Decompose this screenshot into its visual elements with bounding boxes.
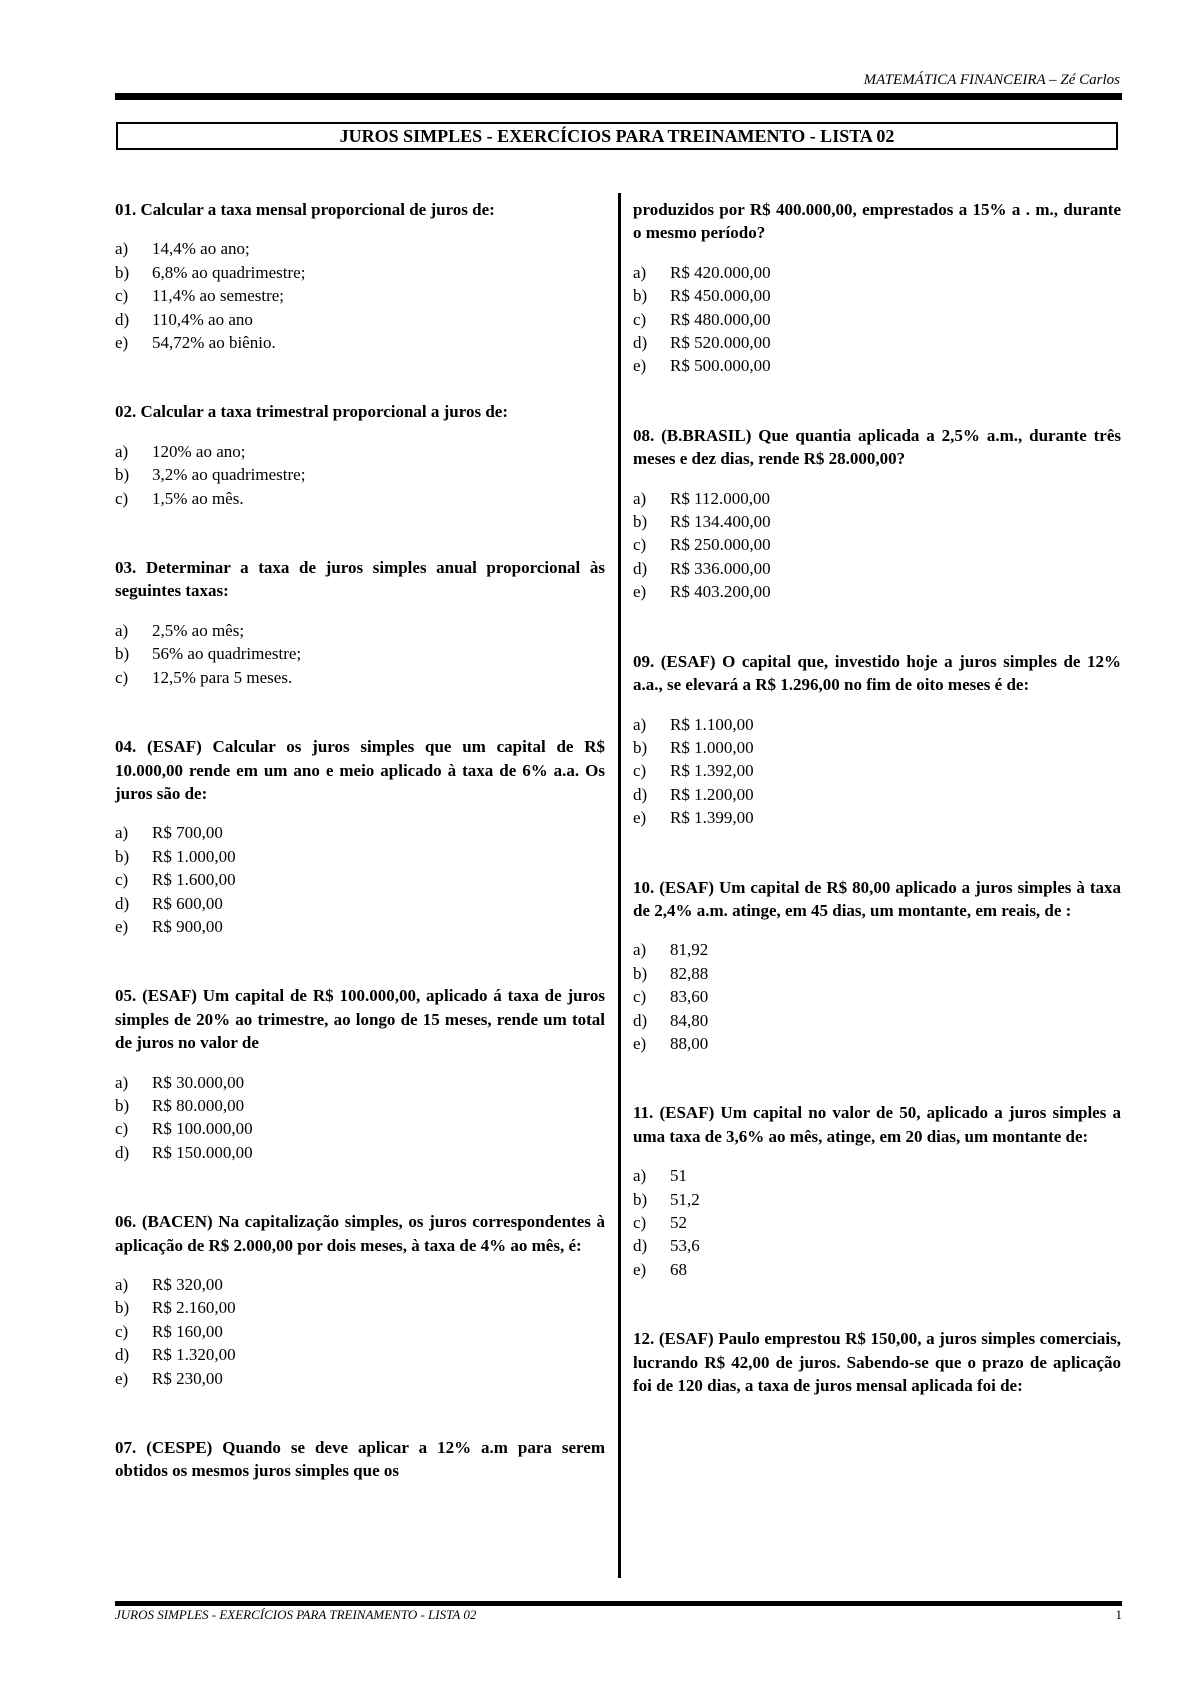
option-letter: e)	[633, 1033, 647, 1053]
option-text: 3,2% ao quadrimestre;	[152, 465, 306, 485]
option-text: R$ 2.160,00	[152, 1298, 236, 1318]
option-text: 53,6	[670, 1236, 700, 1256]
question	[115, 1210, 605, 1390]
option-text: 84,80	[670, 1010, 709, 1030]
option-text: R$ 1.392,00	[670, 761, 754, 781]
option-text: 54,72% ao biênio.	[152, 333, 276, 353]
option-text: 6,8% ao quadrimestre;	[152, 262, 306, 282]
option-text: R$ 700,00	[152, 823, 223, 843]
answer-option	[115, 1296, 605, 1319]
option-text: 52	[670, 1213, 687, 1232]
column-divider	[618, 193, 621, 1578]
document-title: JUROS SIMPLES - EXERCÍCIOS PARA TREINAMENTO - LISTA 02	[116, 122, 1118, 150]
option-letter: d)	[633, 558, 648, 578]
option-text: 68	[670, 1259, 687, 1279]
answer-option	[633, 1188, 1121, 1211]
answer-options	[115, 237, 605, 354]
option-letter: c)	[115, 488, 129, 508]
question-stem: 10. (ESAF) Um capital de R$ 80,00 aplicado a juros simples à taxa de 2,4% a.m. atinge, em 45 dias, um montante, em reais, de :	[633, 877, 1121, 920]
option-text: R$ 336.000,00	[670, 558, 771, 578]
option-letter: b)	[115, 1095, 130, 1115]
right-column	[633, 198, 1121, 1443]
option-text: 51,2	[670, 1189, 700, 1209]
answer-option	[633, 1258, 1121, 1281]
option-letter: b)	[633, 286, 648, 306]
option-text: R$ 1.320,00	[152, 1345, 236, 1365]
footer-rule	[115, 1601, 1122, 1606]
option-text: R$ 112.000,00	[670, 488, 770, 508]
question	[633, 1101, 1121, 1281]
option-text: R$ 450.000,00	[670, 286, 771, 306]
option-text: R$ 1.600,00	[152, 870, 236, 890]
option-letter: a)	[633, 714, 647, 734]
option-letter: d)	[115, 309, 130, 329]
answer-option	[115, 1117, 605, 1140]
option-text: 88,00	[670, 1033, 709, 1053]
option-text: R$ 900,00	[152, 916, 223, 936]
answer-option	[633, 985, 1121, 1008]
question-stem: produzidos por R$ 400.000,00, emprestados a 15% a . m., durante o mesmo período?	[633, 200, 1121, 243]
option-text: R$ 600,00	[152, 893, 223, 913]
option-text: R$ 80.000,00	[152, 1095, 245, 1115]
option-text: R$ 420.000,00	[670, 262, 771, 282]
option-text: R$ 500.000,00	[670, 356, 771, 376]
option-letter: d)	[115, 1142, 130, 1162]
answer-option	[115, 868, 605, 891]
answer-option	[115, 1343, 605, 1366]
option-letter: c)	[115, 870, 129, 890]
option-letter: c)	[115, 667, 129, 687]
question-stem: 06. (BACEN) Na capitalização simples, os juros correspondentes à aplicação de R$ 2.000,00 por dois meses, à taxa de 4% ao mês, é:	[115, 1212, 605, 1255]
answer-option	[633, 759, 1121, 782]
answer-option	[633, 1009, 1121, 1032]
answer-option	[115, 1273, 605, 1296]
option-letter: e)	[633, 356, 647, 376]
answer-option	[633, 1234, 1121, 1257]
option-letter: d)	[115, 893, 130, 913]
option-text: R$ 1.000,00	[152, 846, 236, 866]
option-letter: c)	[633, 987, 647, 1007]
answer-options	[115, 440, 605, 510]
answer-option	[633, 1211, 1121, 1234]
option-letter: d)	[115, 1345, 130, 1365]
answer-option	[115, 892, 605, 915]
answer-option	[115, 1094, 605, 1117]
answer-option	[633, 736, 1121, 759]
page-header: MATEMÁTICA FINANCEIRA – Zé Carlos	[863, 72, 1120, 88]
question-stem: 09. (ESAF) O capital que, investido hoje a juros simples de 12% a.a., se elevará a R$ 1.296,00 no fim de oito meses é de:	[633, 651, 1121, 695]
option-letter: d)	[633, 784, 648, 804]
option-text: 110,4% ao ano	[152, 309, 253, 329]
option-letter: b)	[633, 512, 648, 532]
answer-option	[633, 308, 1121, 331]
option-letter: a)	[115, 441, 129, 461]
option-text: 82,88	[670, 963, 709, 983]
option-letter: c)	[633, 1213, 647, 1232]
option-letter: e)	[633, 1259, 647, 1279]
question-stem: 07. (CESPE) Quando se deve aplicar a 12% a.m para serem obtidos os mesmos juros simples que os	[115, 1438, 605, 1481]
option-text: 2,5% ao mês;	[152, 620, 245, 640]
answer-option	[633, 487, 1121, 510]
option-text: 120% ao ano;	[152, 441, 246, 461]
answer-option	[633, 284, 1121, 307]
option-text: R$ 150.000,00	[152, 1142, 253, 1162]
option-letter: c)	[633, 309, 647, 329]
option-text: R$ 30.000,00	[152, 1072, 245, 1092]
option-letter: b)	[115, 644, 130, 664]
answer-option	[115, 821, 605, 844]
option-letter: c)	[115, 1119, 129, 1139]
answer-option	[115, 284, 605, 307]
question-stem: 02. Calcular a taxa trimestral proporcional a juros de:	[115, 402, 509, 422]
question	[633, 424, 1121, 604]
answer-option	[633, 510, 1121, 533]
question-stem: 11. (ESAF) Um capital no valor de 50, aplicado a juros simples a uma taxa de 3,6% ao mês, atinge, em 20 dias, um montante de:	[633, 1103, 1121, 1146]
option-letter: b)	[115, 262, 130, 282]
option-letter: b)	[633, 1189, 648, 1209]
answer-option	[633, 938, 1121, 961]
option-letter: c)	[633, 535, 647, 555]
answer-option	[115, 666, 605, 689]
question-stem: 01. Calcular a taxa mensal proporcional de juros de:	[115, 200, 495, 219]
answer-option	[633, 806, 1121, 829]
answer-option	[115, 642, 605, 665]
option-letter: a)	[115, 823, 129, 843]
answer-option	[633, 1032, 1121, 1055]
answer-option	[115, 1320, 605, 1343]
page-footer: JUROS SIMPLES - EXERCÍCIOS PARA TREINAMENTO - LISTA 02	[115, 1607, 477, 1622]
option-text: R$ 520.000,00	[670, 333, 771, 353]
option-letter: a)	[115, 1275, 129, 1294]
option-letter: a)	[633, 262, 647, 282]
answer-option	[115, 1141, 605, 1164]
page-number: 1	[1115, 1607, 1122, 1622]
question	[633, 876, 1121, 1056]
answer-option	[633, 783, 1121, 806]
left-column	[115, 198, 605, 1529]
option-letter: e)	[115, 333, 129, 353]
answer-option	[115, 331, 605, 354]
answer-option	[115, 487, 605, 510]
option-letter: c)	[115, 286, 129, 306]
answer-options	[633, 1164, 1121, 1281]
option-text: 1,5% ao mês.	[152, 488, 244, 508]
answer-options	[633, 938, 1121, 1055]
option-text: R$ 100.000,00	[152, 1119, 253, 1139]
question-stem: 03. Determinar a taxa de juros simples anual proporcional às seguintes taxas:	[115, 558, 605, 601]
answer-option	[115, 1071, 605, 1094]
option-text: R$ 160,00	[152, 1321, 223, 1341]
option-letter: e)	[115, 916, 129, 936]
answer-options	[633, 713, 1121, 830]
answer-option	[633, 962, 1121, 985]
answer-option	[115, 261, 605, 284]
answer-option	[633, 1164, 1121, 1187]
option-letter: b)	[115, 846, 130, 866]
option-letter: d)	[633, 1236, 648, 1256]
answer-option	[115, 1367, 605, 1390]
option-text: R$ 320,00	[152, 1275, 223, 1294]
question	[633, 198, 1121, 378]
option-letter: a)	[115, 1072, 129, 1092]
answer-option	[115, 237, 605, 260]
question	[633, 1327, 1121, 1397]
option-text: R$ 1.000,00	[670, 737, 754, 757]
question-stem: 12. (ESAF) Paulo emprestou R$ 150,00, a juros simples comerciais, lucrando R$ 42,00 de juros. Sabendo-se que o prazo de aplicação foi de 120 dias, a taxa de juros mensal aplicada foi de:	[633, 1329, 1121, 1396]
answer-option	[115, 308, 605, 331]
option-letter: e)	[633, 582, 647, 602]
answer-option	[115, 463, 605, 486]
option-letter: a)	[115, 239, 129, 259]
answer-option	[633, 354, 1121, 377]
answer-option	[115, 619, 605, 642]
option-text: 14,4% ao ano;	[152, 239, 250, 259]
option-text: 83,60	[670, 987, 709, 1007]
option-letter: b)	[633, 963, 648, 983]
option-text: 51	[670, 1166, 687, 1186]
question-stem: 05. (ESAF) Um capital de R$ 100.000,00, aplicado á taxa de juros simples de 20% ao trimestre, ao longo de 15 meses, rende um total de juros no valor de	[115, 986, 605, 1053]
answer-option	[115, 440, 605, 463]
option-letter: d)	[633, 1010, 648, 1030]
answer-option	[633, 261, 1121, 284]
answer-options	[633, 261, 1121, 378]
option-letter: a)	[633, 1166, 647, 1186]
option-letter: e)	[633, 808, 647, 828]
option-text: R$ 134.400,00	[670, 512, 771, 532]
option-letter: a)	[115, 620, 129, 640]
option-text: R$ 1.100,00	[670, 714, 754, 734]
answer-option	[633, 557, 1121, 580]
answer-option	[633, 713, 1121, 736]
option-text: R$ 250.000,00	[670, 535, 771, 555]
question	[115, 556, 605, 689]
option-letter: b)	[115, 1298, 130, 1318]
option-letter: c)	[633, 761, 647, 781]
question-stem: 08. (B.BRASIL) Que quantia aplicada a 2,5% a.m., durante três meses e dez dias, rende R$ 28.000,00?	[633, 425, 1121, 469]
question	[115, 400, 605, 510]
question	[115, 735, 605, 938]
option-letter: e)	[115, 1368, 129, 1388]
option-letter: a)	[633, 488, 647, 508]
answer-option	[633, 331, 1121, 354]
answer-options	[115, 1273, 605, 1390]
question	[115, 1436, 605, 1483]
option-text: 56% ao quadrimestre;	[152, 644, 302, 664]
header-rule	[115, 93, 1122, 100]
answer-option	[115, 915, 605, 938]
answer-options	[115, 1071, 605, 1165]
option-text: R$ 1.200,00	[670, 784, 754, 804]
answer-options	[115, 619, 605, 689]
option-letter: d)	[633, 333, 648, 353]
answer-option	[633, 533, 1121, 556]
option-text: R$ 480.000,00	[670, 309, 771, 329]
question	[633, 650, 1121, 830]
option-letter: c)	[115, 1321, 129, 1341]
answer-option	[115, 845, 605, 868]
option-text: 11,4% ao semestre;	[152, 286, 285, 306]
option-text: R$ 403.200,00	[670, 582, 771, 602]
option-letter: a)	[633, 940, 647, 960]
option-text: 12,5% para 5 meses.	[152, 667, 293, 687]
question	[115, 984, 605, 1164]
question	[115, 198, 605, 354]
option-letter: b)	[115, 465, 130, 485]
question-stem: 04. (ESAF) Calcular os juros simples que um capital de R$ 10.000,00 rende em um ano e meio aplicado à taxa de 6% a.a. Os juros são de:	[115, 737, 605, 803]
answer-options	[115, 821, 605, 938]
answer-option	[633, 580, 1121, 603]
option-letter: b)	[633, 737, 648, 757]
answer-options	[633, 487, 1121, 604]
option-text: 81,92	[670, 940, 709, 960]
option-text: R$ 1.399,00	[670, 808, 754, 828]
option-text: R$ 230,00	[152, 1368, 223, 1388]
